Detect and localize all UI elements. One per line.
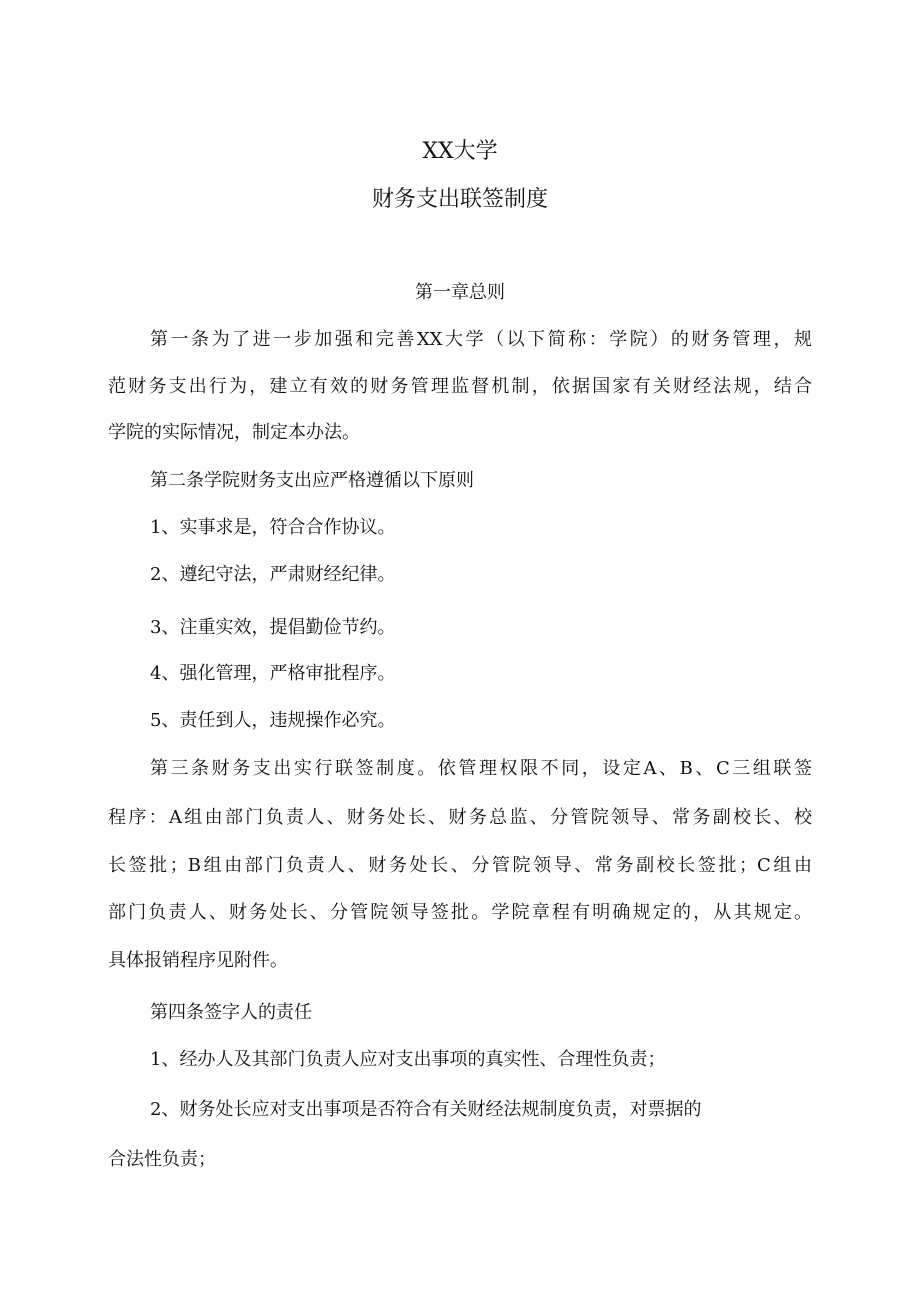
article4-heading: 第四条签字人的责任 bbox=[150, 1002, 312, 1023]
document-subtitle: 财务支出联签制度 bbox=[371, 187, 548, 212]
list-item: 1、实事求是，符合合作协议。 bbox=[150, 517, 396, 538]
list-item-continuation: 合法性负责； bbox=[108, 1149, 216, 1170]
article1-line: 学院的实际情况，制定本办法。 bbox=[108, 422, 360, 443]
list-item: 2、遵纪守法，严肃财经纪律。 bbox=[150, 564, 396, 585]
list-item: 1、经办人及其部门负责人应对支出事项的真实性、合理性负责； bbox=[150, 1049, 666, 1070]
list-item: 4、强化管理，严格审批程序。 bbox=[150, 663, 396, 684]
article2-heading: 第二条学院财务支出应严格遵循以下原则 bbox=[150, 470, 474, 491]
article3-line: 部门负责人、财务处长、分管院领导签批。学院章程有明确规定的，从其规定。 bbox=[108, 902, 812, 923]
list-item: 2、财务处长应对支出事项是否符合有关财经法规制度负责，对票据的 bbox=[150, 1099, 702, 1120]
article1-line: 第一条为了进一步加强和完善XX大学（以下简称：学院）的财务管理，规 bbox=[150, 329, 812, 350]
list-item: 3、注重实效，提倡勤俭节约。 bbox=[150, 617, 396, 638]
article3-line: 具体报销程序见附件。 bbox=[108, 950, 288, 971]
document-title: XX大学 bbox=[422, 139, 498, 164]
article3-line: 第三条财务支出实行联签制度。依管理权限不同，设定A、B、C三组联签 bbox=[150, 758, 812, 779]
article1-line: 范财务支出行为，建立有效的财务管理监督机制，依据国家有关财经法规，结合 bbox=[108, 376, 812, 397]
article3-line: 程序：A组由部门负责人、财务处长、财务总监、分管院领导、常务副校长、校 bbox=[108, 807, 812, 828]
article3-line: 长签批；B组由部门负责人、财务处长、分管院领导、常务副校长签批；C组由 bbox=[108, 855, 812, 876]
chapter-heading: 第一章总则 bbox=[415, 282, 505, 303]
list-item: 5、责任到人，违规操作必究。 bbox=[150, 710, 396, 731]
